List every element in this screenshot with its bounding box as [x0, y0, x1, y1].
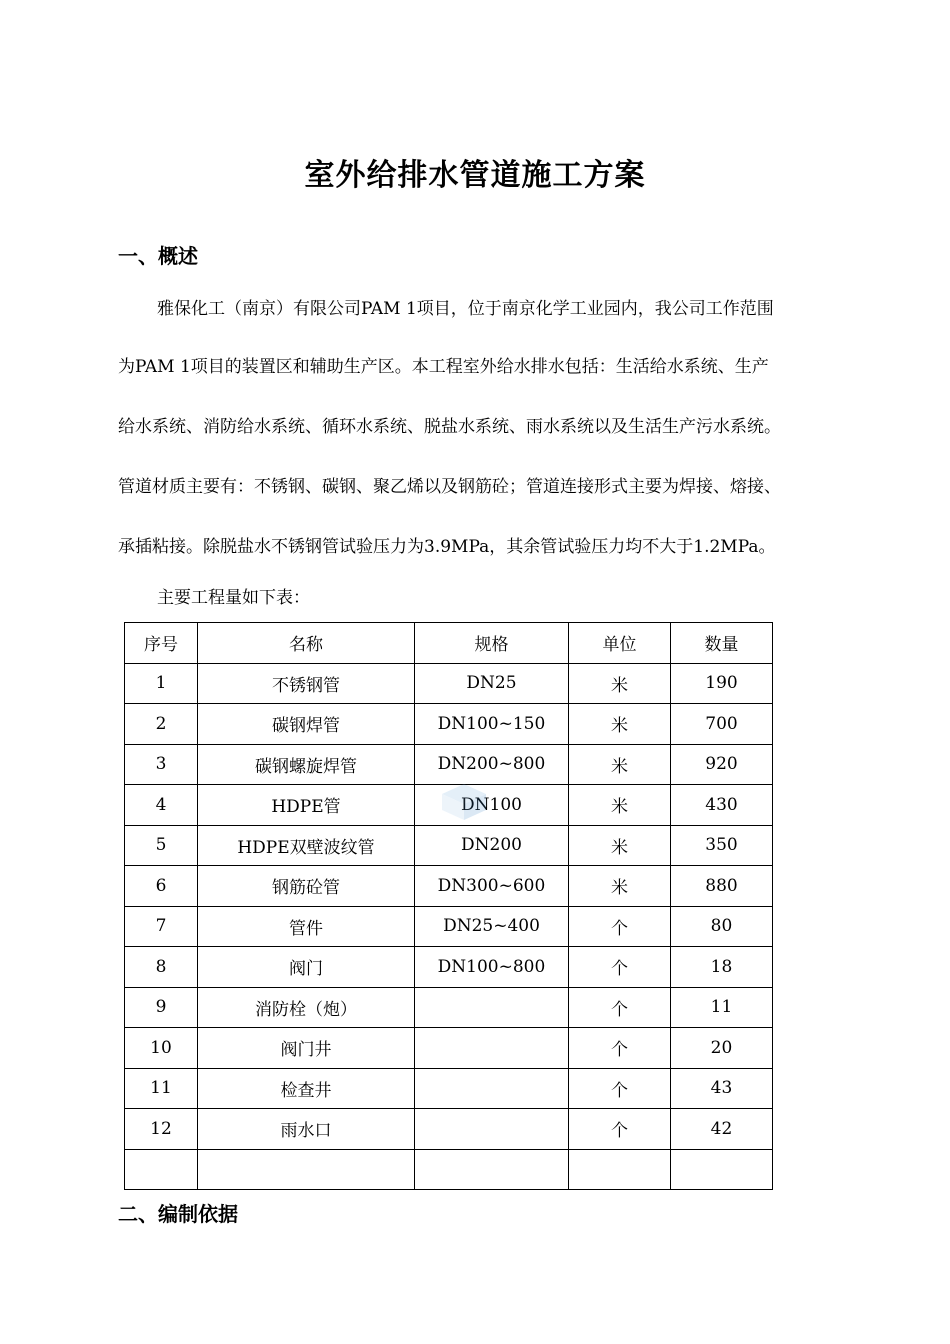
table-row [125, 906, 773, 947]
page-title: 室外给排水管道施工方案 [304, 158, 646, 193]
table-row [125, 1109, 773, 1150]
cell-spec: DN100~150 [415, 704, 569, 745]
cell-unit [569, 1149, 671, 1190]
cell-unit: 米 [569, 663, 671, 704]
cell-index: 2 [125, 704, 198, 745]
cell-index: 9 [125, 987, 198, 1028]
table-row [125, 663, 773, 704]
table-intro: 主要工程量如下表： [157, 588, 310, 608]
paragraph-line: 给水系统、消防给水系统、循环水系统、脱盐水系统、雨水系统以及生活生产污水系统。 [118, 417, 781, 437]
cell-quantity: 42 [671, 1109, 773, 1150]
cell-spec: DN300~600 [415, 866, 569, 907]
cell-index: 11 [125, 1068, 198, 1109]
cell-quantity: 350 [671, 825, 773, 866]
cell-quantity: 700 [671, 704, 773, 745]
cell-spec: DN100~800 [415, 947, 569, 988]
header-name: 名称 [198, 623, 415, 664]
cell-unit: 个 [569, 906, 671, 947]
cell-quantity: 20 [671, 1028, 773, 1069]
table-header-row [125, 623, 773, 664]
cell-spec: DN200~800 [415, 744, 569, 785]
cell-spec [415, 1149, 569, 1190]
cell-index: 3 [125, 744, 198, 785]
cell-unit: 米 [569, 744, 671, 785]
paragraph-line: 为PAM 1项目的装置区和辅助生产区。本工程室外给水排水包括：生活给水系统、生产 [118, 357, 769, 377]
cell-index: 1 [125, 663, 198, 704]
table-row [125, 744, 773, 785]
cell-unit: 米 [569, 866, 671, 907]
paragraph-line: 雅保化工（南京）有限公司PAM 1项目，位于南京化学工业园内，我公司工作范围 [157, 299, 774, 319]
paragraph-line: 承插粘接。除脱盐水不锈钢管试验压力为3.9MPa，其余管试验压力均不大于1.2MPa。 [118, 537, 776, 557]
table-row [125, 947, 773, 988]
table-row [125, 704, 773, 745]
cell-name: 不锈钢管 [198, 663, 415, 704]
cell-unit: 个 [569, 947, 671, 988]
quantities-table [124, 622, 773, 1190]
cell-name: HDPE双壁波纹管 [198, 825, 415, 866]
cell-index [125, 1149, 198, 1190]
paragraph-line: 管道材质主要有：不锈钢、碳钢、聚乙烯以及钢筋砼；管道连接形式主要为焊接、熔接、 [118, 477, 781, 497]
cell-name: 管件 [198, 906, 415, 947]
header-quantity: 数量 [671, 623, 773, 664]
header-unit: 单位 [569, 623, 671, 664]
table-row [125, 1068, 773, 1109]
header-spec: 规格 [415, 623, 569, 664]
cell-name [198, 1149, 415, 1190]
header-index: 序号 [125, 623, 198, 664]
cell-unit: 个 [569, 1068, 671, 1109]
table-row [125, 825, 773, 866]
cell-unit: 米 [569, 825, 671, 866]
cell-spec: DN100 [415, 785, 569, 826]
cell-name: 雨水口 [198, 1109, 415, 1150]
cell-quantity: 18 [671, 947, 773, 988]
cell-quantity: 190 [671, 663, 773, 704]
cell-name: HDPE管 [198, 785, 415, 826]
cell-unit: 个 [569, 987, 671, 1028]
cell-spec [415, 1028, 569, 1069]
cell-name: 消防栓（炮） [198, 987, 415, 1028]
cell-spec [415, 987, 569, 1028]
cell-index: 4 [125, 785, 198, 826]
cell-name: 阀门 [198, 947, 415, 988]
section-heading-basis: 二、编制依据 [118, 1202, 238, 1226]
cell-unit: 米 [569, 704, 671, 745]
table-row [125, 987, 773, 1028]
cell-index: 6 [125, 866, 198, 907]
cell-spec [415, 1109, 569, 1150]
cell-quantity: 11 [671, 987, 773, 1028]
table-row [125, 866, 773, 907]
cell-quantity: 430 [671, 785, 773, 826]
cell-index: 12 [125, 1109, 198, 1150]
cell-quantity: 920 [671, 744, 773, 785]
cell-quantity: 80 [671, 906, 773, 947]
cell-spec: DN25~400 [415, 906, 569, 947]
cell-spec [415, 1068, 569, 1109]
cell-name: 碳钢焊管 [198, 704, 415, 745]
cell-name: 阀门井 [198, 1028, 415, 1069]
cell-name: 钢筋砼管 [198, 866, 415, 907]
table-row [125, 1028, 773, 1069]
cell-index: 8 [125, 947, 198, 988]
cell-unit: 个 [569, 1028, 671, 1069]
cell-quantity: 43 [671, 1068, 773, 1109]
cell-index: 10 [125, 1028, 198, 1069]
cell-index: 5 [125, 825, 198, 866]
watermark-logo-icon [434, 782, 494, 822]
cell-quantity [671, 1149, 773, 1190]
cell-index: 7 [125, 906, 198, 947]
cell-spec: DN25 [415, 663, 569, 704]
cell-unit: 米 [569, 785, 671, 826]
cell-unit: 个 [569, 1109, 671, 1150]
cell-name: 检查井 [198, 1068, 415, 1109]
cell-spec: DN200 [415, 825, 569, 866]
table-row [125, 1149, 773, 1190]
section-heading-overview: 一、概述 [118, 244, 198, 268]
cell-name: 碳钢螺旋焊管 [198, 744, 415, 785]
cell-quantity: 880 [671, 866, 773, 907]
